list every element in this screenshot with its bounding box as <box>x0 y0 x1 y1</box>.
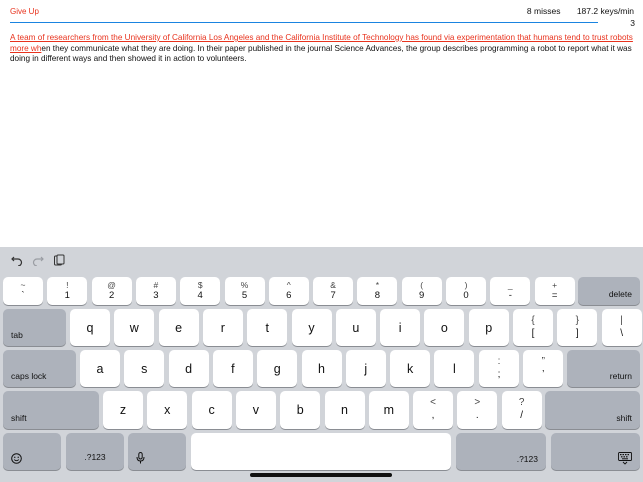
return-key[interactable] <box>567 350 640 387</box>
key-label: [ <box>531 328 535 339</box>
key-label: c <box>208 403 215 417</box>
key-r[interactable] <box>203 309 243 346</box>
key-shift-label: + <box>552 280 558 290</box>
key-label: q <box>86 320 94 335</box>
key-digit-5[interactable] <box>225 277 265 305</box>
emoji-key[interactable] <box>3 433 61 470</box>
key-shift-label: $ <box>197 280 203 290</box>
key-label: r <box>220 320 225 335</box>
remaining-text: en they communicate what they are doing. In their paper published in the journal Science Advances, the group describes programming a robot to report what it was doing in different ways and then showed it in action to volunteers. <box>10 43 632 64</box>
key-w[interactable] <box>114 309 154 346</box>
numbers-left-key[interactable] <box>66 433 124 470</box>
key-l[interactable] <box>434 350 474 387</box>
key-digit-4[interactable] <box>180 277 220 305</box>
key-digit-7[interactable] <box>313 277 353 305</box>
key-shift-label: | <box>620 315 623 326</box>
key-label: \ <box>620 328 623 339</box>
key-shift-label: { <box>531 315 535 326</box>
key-label: 1 <box>64 290 70 301</box>
key-label: 0 <box>463 290 469 301</box>
numbers-right-key[interactable] <box>456 433 546 470</box>
key-e[interactable] <box>159 309 199 346</box>
key-label: l <box>453 361 456 376</box>
key-label: / <box>520 410 523 421</box>
shift-key-label: shift <box>11 413 27 423</box>
key-label: 4 <box>197 290 203 301</box>
key-label: 3 <box>153 290 159 301</box>
numbers-key-label: .?123 <box>516 454 538 464</box>
microphone-icon <box>136 452 145 464</box>
key-a[interactable] <box>80 350 120 387</box>
key-label: . <box>475 410 479 421</box>
caps-lock-key[interactable] <box>3 350 76 387</box>
key-shift-label: > <box>474 397 481 408</box>
key-u[interactable] <box>336 309 376 346</box>
key-label: o <box>440 320 448 335</box>
shift-left-key[interactable] <box>3 391 99 429</box>
key-punct-row4-0[interactable] <box>413 391 453 429</box>
key-shift-label: & <box>330 280 336 290</box>
redo-icon[interactable] <box>31 253 45 267</box>
misses-count: 8 misses <box>526 6 561 16</box>
key-label: e <box>175 320 183 335</box>
key-s[interactable] <box>124 350 164 387</box>
key-punct-row4-1[interactable] <box>457 391 497 429</box>
key-t[interactable] <box>247 309 287 346</box>
key-f[interactable] <box>213 350 253 387</box>
key-punct-0[interactable] <box>479 350 519 387</box>
key-label: ’ <box>542 369 545 380</box>
hide-keyboard-key[interactable] <box>551 433 640 470</box>
key-label: f <box>231 361 235 376</box>
key-label: s <box>141 361 148 376</box>
key-v[interactable] <box>236 391 276 429</box>
key-label: u <box>352 320 360 335</box>
key-shift-label: ? <box>518 397 525 408</box>
keyboard-shortcut-bar <box>0 247 643 275</box>
key-k[interactable] <box>390 350 430 387</box>
key-label: k <box>406 361 414 376</box>
numbers-key-label: .?123 <box>84 452 106 462</box>
key-digit-9[interactable] <box>402 277 442 305</box>
key-o[interactable] <box>424 309 464 346</box>
delete-key-label: delete <box>608 289 632 299</box>
key-shift-label: < <box>430 397 436 408</box>
key-label: n <box>341 403 348 417</box>
key-b[interactable] <box>280 391 320 429</box>
shift-right-key[interactable] <box>545 391 640 429</box>
key-x[interactable] <box>147 391 187 429</box>
key-label: z <box>119 403 127 417</box>
typed-text: A team of researchers from the University of California Los Angeles and the California Institute of Technology has found via experimentation that humans tend to trust robots more wh <box>10 33 633 53</box>
key-label: t <box>265 320 269 335</box>
key-punct-row4-2[interactable] <box>502 391 542 429</box>
key-label: 5 <box>241 290 248 301</box>
key-label: ] <box>575 328 579 339</box>
paste-icon[interactable] <box>52 253 66 267</box>
key-label: 8 <box>374 290 381 301</box>
key-digit-1[interactable] <box>47 277 87 305</box>
delete-key[interactable] <box>578 277 640 305</box>
progress-line <box>10 22 598 23</box>
key-shift-label: ) <box>464 280 468 290</box>
dictation-key[interactable] <box>128 433 186 470</box>
key-shift-label: # <box>153 280 159 290</box>
key-digit-10[interactable] <box>446 277 486 305</box>
undo-icon[interactable] <box>10 253 24 267</box>
key-label: 9 <box>419 290 425 301</box>
key-label: ; <box>497 369 501 380</box>
key-digit-3[interactable] <box>136 277 176 305</box>
caps-lock-label: caps lock <box>11 371 47 381</box>
key-n[interactable] <box>325 391 365 429</box>
key-y[interactable] <box>292 309 332 346</box>
key-label: , <box>431 410 435 421</box>
key-label: d <box>185 361 193 376</box>
key-label: a <box>96 361 104 376</box>
key-d[interactable] <box>169 350 209 387</box>
key-shift-label: ” <box>541 356 545 367</box>
key-digit-11[interactable] <box>490 277 530 305</box>
key-label: 7 <box>330 290 336 301</box>
key-label: = <box>551 290 558 301</box>
key-z[interactable] <box>103 391 143 429</box>
key-label: w <box>129 320 139 335</box>
key-q[interactable] <box>70 309 110 346</box>
key-h[interactable] <box>302 350 342 387</box>
key-digit-8[interactable] <box>357 277 397 305</box>
give-up-button[interactable]: Give Up <box>10 7 39 16</box>
key-m[interactable] <box>369 391 409 429</box>
shift-key-label: shift <box>616 413 632 423</box>
key-shift-label: % <box>240 280 249 290</box>
key-bracket-2[interactable] <box>602 309 642 346</box>
key-label: x <box>164 403 171 417</box>
key-g[interactable] <box>257 350 297 387</box>
key-shift-label: ! <box>66 280 69 290</box>
key-shift-label: ^ <box>286 280 291 290</box>
key-label: v <box>252 403 260 417</box>
key-j[interactable] <box>346 350 386 387</box>
key-c[interactable] <box>192 391 232 429</box>
return-key-label: return <box>609 371 632 381</box>
home-indicator <box>250 473 392 477</box>
key-label: m <box>383 403 394 417</box>
key-shift-label: * <box>375 280 380 290</box>
key-shift-label: ~ <box>20 280 26 290</box>
key-label: h <box>318 361 325 376</box>
passage-counter: 3 <box>630 18 635 28</box>
space-bar[interactable] <box>191 433 451 470</box>
key-label: b <box>296 403 304 417</box>
key-label: - <box>508 290 512 301</box>
keyboard-dismiss-icon <box>618 452 632 465</box>
key-digit-6[interactable] <box>269 277 309 305</box>
emoji-icon <box>11 453 22 464</box>
tab-key[interactable] <box>3 309 66 346</box>
key-shift-label: : <box>497 356 501 367</box>
tab-key-label: tab <box>11 330 23 340</box>
key-shift-label: } <box>575 315 579 326</box>
passage-text <box>10 33 634 65</box>
key-label: i <box>398 320 402 335</box>
key-label: g <box>273 361 281 376</box>
key-label: 6 <box>286 290 292 301</box>
key-p[interactable] <box>469 309 509 346</box>
key-label: j <box>364 361 368 376</box>
key-label: y <box>308 320 315 335</box>
key-backtick[interactable] <box>3 277 43 305</box>
key-digit-2[interactable] <box>92 277 132 305</box>
key-shift-label: _ <box>507 280 513 290</box>
typing-speed: 187.2 keys/min <box>576 6 634 16</box>
key-label: 2 <box>108 290 115 301</box>
stats-readout <box>527 6 634 16</box>
key-shift-label: @ <box>107 280 116 290</box>
key-label: p <box>485 320 493 335</box>
key-bracket-0[interactable] <box>513 309 553 346</box>
key-punct-1[interactable] <box>523 350 563 387</box>
key-digit-12[interactable] <box>535 277 575 305</box>
key-label: ` <box>21 290 25 301</box>
key-bracket-1[interactable] <box>557 309 597 346</box>
key-shift-label: ( <box>420 280 424 290</box>
key-i[interactable] <box>380 309 420 346</box>
